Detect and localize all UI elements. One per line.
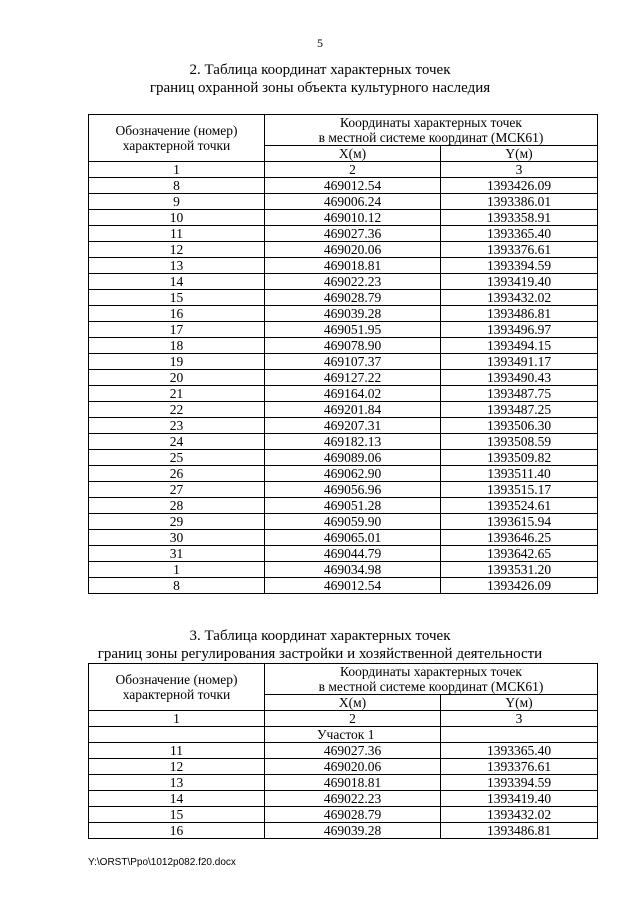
x-coordinate: 469062.90 bbox=[265, 466, 441, 482]
point-number: 12 bbox=[89, 759, 265, 775]
table-row bbox=[89, 242, 598, 258]
point-number: 29 bbox=[89, 514, 265, 530]
x-coordinate: 469027.36 bbox=[265, 226, 441, 242]
x-coordinate: 469028.79 bbox=[265, 807, 441, 823]
table-row bbox=[89, 498, 598, 514]
y-coordinate: 1393394.59 bbox=[441, 258, 598, 274]
y-coordinate: 1393506.30 bbox=[441, 418, 598, 434]
y-coordinate: 1393511.40 bbox=[441, 466, 598, 482]
table3-title bbox=[0, 627, 640, 663]
x-coordinate: 469039.28 bbox=[265, 306, 441, 322]
point-number: 18 bbox=[89, 338, 265, 354]
y-coordinate: 1393419.40 bbox=[441, 791, 598, 807]
x-coordinate: 469089.06 bbox=[265, 450, 441, 466]
table-row bbox=[89, 530, 598, 546]
x-coordinate: 469078.90 bbox=[265, 338, 441, 354]
table-row bbox=[89, 210, 598, 226]
point-number: 1 bbox=[89, 562, 265, 578]
table-row bbox=[89, 514, 598, 530]
y-coordinate: 1393509.82 bbox=[441, 450, 598, 466]
point-number: 17 bbox=[89, 322, 265, 338]
table-row bbox=[89, 386, 598, 402]
point-number: 9 bbox=[89, 194, 265, 210]
y-coordinate: 1393426.09 bbox=[441, 578, 598, 594]
table2-title-line1: 2. Таблица координат характерных точек bbox=[189, 62, 451, 78]
point-number: 31 bbox=[89, 546, 265, 562]
y-coordinate: 1393365.40 bbox=[441, 226, 598, 242]
table-row bbox=[89, 226, 598, 242]
table2-title-line2: границ охранной зоны объекта культурного наследия bbox=[149, 80, 491, 96]
table-row bbox=[89, 354, 598, 370]
x-coordinate: 469012.54 bbox=[265, 178, 441, 194]
table-row bbox=[89, 578, 598, 594]
y-coordinate: 1393494.15 bbox=[441, 338, 598, 354]
point-number: 14 bbox=[89, 791, 265, 807]
x-coordinate: 469028.79 bbox=[265, 290, 441, 306]
point-number: 30 bbox=[89, 530, 265, 546]
y-coordinate: 1393426.09 bbox=[441, 178, 598, 194]
point-number: 8 bbox=[89, 178, 265, 194]
coordinates-table-regulation-zone bbox=[88, 663, 598, 839]
y-coordinate: 1393432.02 bbox=[441, 807, 598, 823]
y-coordinate: 1393358.91 bbox=[441, 210, 598, 226]
x-coordinate: 469056.96 bbox=[265, 482, 441, 498]
point-number: 20 bbox=[89, 370, 265, 386]
x-coordinate: 469027.36 bbox=[265, 743, 441, 759]
x-coordinate: 469022.23 bbox=[265, 791, 441, 807]
table-row bbox=[89, 370, 598, 386]
header-y: Y(м) bbox=[441, 146, 598, 162]
y-coordinate: 1393394.59 bbox=[441, 775, 598, 791]
header-y: Y(м) bbox=[441, 695, 598, 711]
point-number: 27 bbox=[89, 482, 265, 498]
table3-rows bbox=[89, 743, 598, 839]
x-coordinate: 469020.06 bbox=[265, 759, 441, 775]
y-coordinate: 1393376.61 bbox=[441, 242, 598, 258]
point-number: 11 bbox=[89, 226, 265, 242]
header-x: X(м) bbox=[265, 695, 441, 711]
table-row bbox=[89, 823, 598, 839]
point-number: 16 bbox=[89, 306, 265, 322]
point-number: 19 bbox=[89, 354, 265, 370]
y-coordinate: 1393515.17 bbox=[441, 482, 598, 498]
y-coordinate: 1393486.81 bbox=[441, 823, 598, 839]
header-point-designation: Обозначение (номер) характерной точки bbox=[89, 115, 265, 162]
x-coordinate: 469018.81 bbox=[265, 775, 441, 791]
y-coordinate: 1393376.61 bbox=[441, 759, 598, 775]
point-number: 28 bbox=[89, 498, 265, 514]
table-row bbox=[89, 482, 598, 498]
point-number: 16 bbox=[89, 823, 265, 839]
table-row bbox=[89, 418, 598, 434]
point-number: 15 bbox=[89, 290, 265, 306]
x-coordinate: 469012.54 bbox=[265, 578, 441, 594]
header-point-designation: Обозначение (номер) характерной точки bbox=[89, 664, 265, 711]
y-coordinate: 1393524.61 bbox=[441, 498, 598, 514]
x-coordinate: 469051.95 bbox=[265, 322, 441, 338]
y-coordinate: 1393615.94 bbox=[441, 514, 598, 530]
y-coordinate: 1393646.25 bbox=[441, 530, 598, 546]
x-coordinate: 469051.28 bbox=[265, 498, 441, 514]
x-coordinate: 469044.79 bbox=[265, 546, 441, 562]
x-coordinate: 469039.28 bbox=[265, 823, 441, 839]
point-number: 22 bbox=[89, 402, 265, 418]
column-numbers-row: 1 2 3 bbox=[89, 162, 598, 178]
y-coordinate: 1393508.59 bbox=[441, 434, 598, 450]
point-number: 24 bbox=[89, 434, 265, 450]
table-row bbox=[89, 775, 598, 791]
table-row bbox=[89, 306, 598, 322]
column-numbers-row: 1 2 3 bbox=[89, 711, 598, 727]
point-number: 12 bbox=[89, 242, 265, 258]
y-coordinate: 1393432.02 bbox=[441, 290, 598, 306]
header-coordinates: Координаты характерных точек в местной системе координат (МСК61) bbox=[265, 115, 598, 146]
table2-rows bbox=[89, 178, 598, 594]
x-coordinate: 469018.81 bbox=[265, 258, 441, 274]
table-row bbox=[89, 258, 598, 274]
table-row bbox=[89, 290, 598, 306]
point-number: 11 bbox=[89, 743, 265, 759]
y-coordinate: 1393419.40 bbox=[441, 274, 598, 290]
point-number: 26 bbox=[89, 466, 265, 482]
x-coordinate: 469010.12 bbox=[265, 210, 441, 226]
x-coordinate: 469164.02 bbox=[265, 386, 441, 402]
point-number: 14 bbox=[89, 274, 265, 290]
y-coordinate: 1393531.20 bbox=[441, 562, 598, 578]
x-coordinate: 469059.90 bbox=[265, 514, 441, 530]
y-coordinate: 1393487.75 bbox=[441, 386, 598, 402]
table-row bbox=[89, 546, 598, 562]
table-row bbox=[89, 807, 598, 823]
x-coordinate: 469034.98 bbox=[265, 562, 441, 578]
file-path-footer: Y:\ORST\Ppo\1012p082.f20.docx bbox=[88, 857, 236, 868]
y-coordinate: 1393496.97 bbox=[441, 322, 598, 338]
x-coordinate: 469020.06 bbox=[265, 242, 441, 258]
table-row bbox=[89, 274, 598, 290]
coordinates-table-protection-zone bbox=[88, 114, 598, 594]
table-row bbox=[89, 402, 598, 418]
point-number: 8 bbox=[89, 578, 265, 594]
table-row bbox=[89, 322, 598, 338]
section-label: Участок 1 bbox=[265, 727, 441, 743]
point-number: 13 bbox=[89, 258, 265, 274]
section-row bbox=[89, 727, 598, 743]
table2-title bbox=[0, 61, 640, 97]
y-coordinate: 1393642.65 bbox=[441, 546, 598, 562]
header-coordinates: Координаты характерных точек в местной системе координат (МСК61) bbox=[265, 664, 598, 695]
header-x: X(м) bbox=[265, 146, 441, 162]
table-row bbox=[89, 562, 598, 578]
table3-title-line2: границ зоны регулирования застройки и хозяйственной деятельности bbox=[97, 646, 543, 662]
table-row bbox=[89, 791, 598, 807]
x-coordinate: 469065.01 bbox=[265, 530, 441, 546]
y-coordinate: 1393490.43 bbox=[441, 370, 598, 386]
page-number: 5 bbox=[317, 36, 323, 50]
x-coordinate: 469006.24 bbox=[265, 194, 441, 210]
x-coordinate: 469127.22 bbox=[265, 370, 441, 386]
table-row bbox=[89, 759, 598, 775]
y-coordinate: 1393365.40 bbox=[441, 743, 598, 759]
x-coordinate: 469182.13 bbox=[265, 434, 441, 450]
point-number: 15 bbox=[89, 807, 265, 823]
point-number: 10 bbox=[89, 210, 265, 226]
table-row bbox=[89, 450, 598, 466]
x-coordinate: 469107.37 bbox=[265, 354, 441, 370]
x-coordinate: 469207.31 bbox=[265, 418, 441, 434]
table-row bbox=[89, 466, 598, 482]
point-number: 25 bbox=[89, 450, 265, 466]
table3-title-line1: 3. Таблица координат характерных точек bbox=[189, 628, 451, 644]
point-number: 21 bbox=[89, 386, 265, 402]
x-coordinate: 469022.23 bbox=[265, 274, 441, 290]
table-row bbox=[89, 194, 598, 210]
point-number: 13 bbox=[89, 775, 265, 791]
point-number: 23 bbox=[89, 418, 265, 434]
x-coordinate: 469201.84 bbox=[265, 402, 441, 418]
y-coordinate: 1393486.81 bbox=[441, 306, 598, 322]
y-coordinate: 1393386.01 bbox=[441, 194, 598, 210]
y-coordinate: 1393491.17 bbox=[441, 354, 598, 370]
table-row bbox=[89, 434, 598, 450]
table-row bbox=[89, 743, 598, 759]
table-row bbox=[89, 178, 598, 194]
y-coordinate: 1393487.25 bbox=[441, 402, 598, 418]
table-row bbox=[89, 338, 598, 354]
